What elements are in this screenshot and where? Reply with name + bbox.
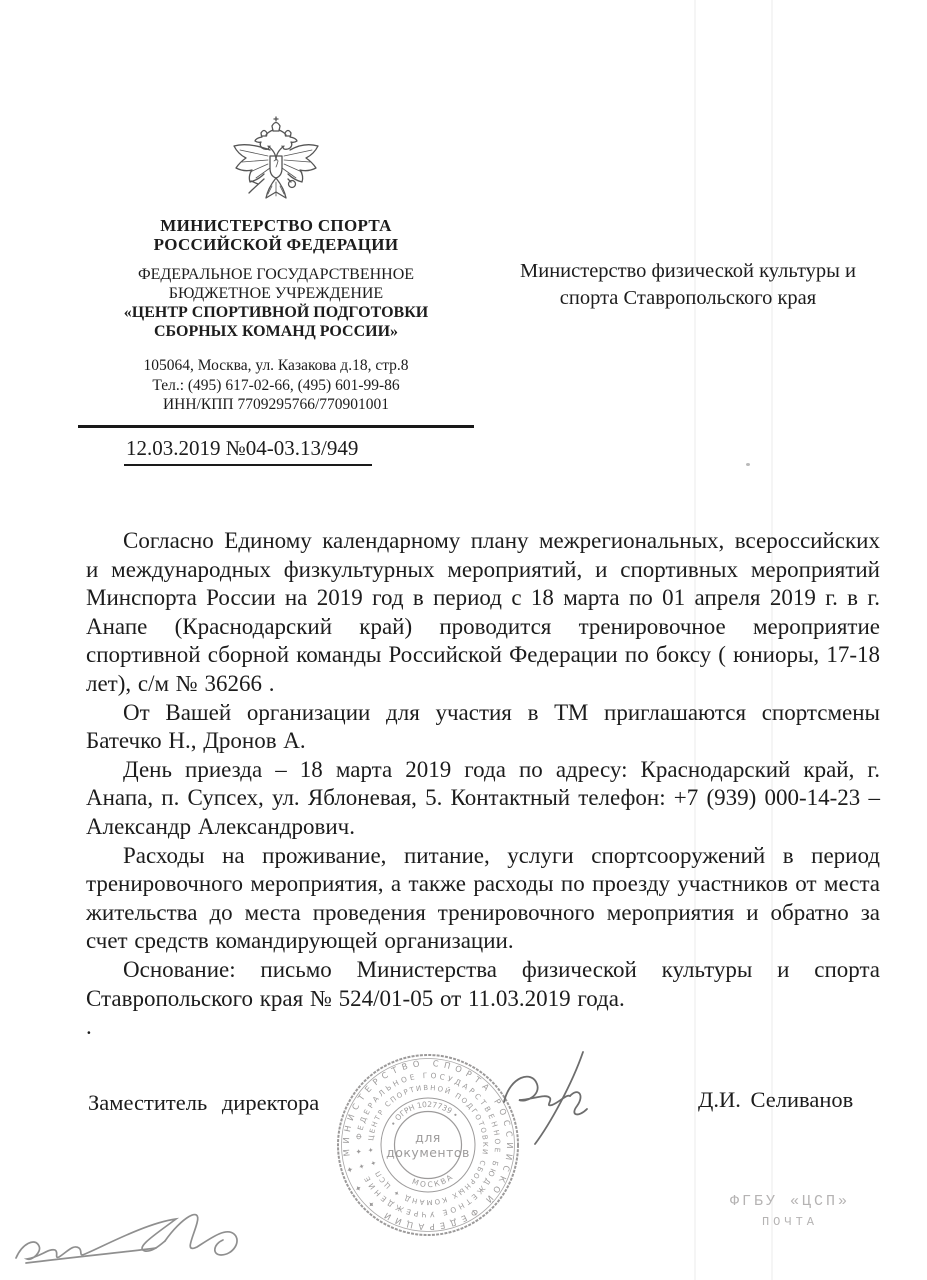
ministry-name-line2: РОССИЙСКОЙ ФЕДЕРАЦИИ (153, 235, 399, 254)
org-name-line4: СБОРНЫХ КОМАНД РОССИИ» (153, 323, 399, 340)
stamp-center-line1: для (415, 1130, 441, 1145)
paragraph-3: День приезда – 18 марта 2019 года по адресу: Краснодарский край, г. Анапа, п. Супсех, ул. Яблоневая, 5. Контактный телефон: +7 (939) 000-14-23 – Александр Александрович. (86, 756, 880, 839)
org-name-line2: БЮДЖЕТНОЕ УЧРЕЖДЕНИЕ (168, 285, 384, 302)
addressee-line1: Министерство физической культуры и (520, 260, 856, 282)
paragraph-6-stray-dot: . (86, 1014, 92, 1040)
stamp-center-line2: документов (386, 1145, 470, 1160)
signer-position: Заместитель директора (88, 1090, 320, 1115)
postal-mark-org: ФГБУ «ЦСП» (729, 1193, 850, 1210)
postal-mark-label: ПОЧТА (761, 1215, 818, 1229)
stamp-ring-outer: МИНИСТЕРСТВО СПОРТА РОССИЙСКОЙ ФЕДЕРАЦИИ ✦ ✦ ✦ (340, 1057, 516, 1233)
paragraph-5: Основание: письмо Министерства физической культуры и спорта Ставропольского края № 524/01-05 от 11.03.2019 года. (86, 956, 880, 1011)
org-address: 105064, Москва, ул. Казакова д.18, стр.8 (143, 357, 409, 374)
addressee-line2: спорта Ставропольского края (559, 287, 817, 309)
ministry-name-line1: МИНИСТЕРСТВО СПОРТА (160, 216, 392, 235)
paragraph-1: Согласно Единому календарному плану межрегиональных, всероссийских и международных физкультурных мероприятий, и спортивных мероприятий Минспорта России на 2019 год в период с 18 марта по 01 апреля 2019 г. в г. Анапе (Краснодарский край) проводится тренировочное мероприятие спортивной сборной команды Российской Федерации по боксу ( юниоры, 17-18 лет), с/м № 36266 . (86, 528, 880, 696)
org-inn-kpp: ИНН/КПП 7709295766/770901001 (162, 396, 390, 413)
paragraph-2: От Вашей организации для участия в ТМ приглашаются спортсмены Батечко Н., Дронов А. (86, 699, 880, 754)
paragraph-4: Расходы на проживание, питание, услуги спортсооружений в период тренировочного мероприятия, а также расходы по проезду участников от места жительства до места проведения тренировочного мероприятия и обратно за счет средств командирующей организации. (86, 842, 880, 954)
scan-speck (746, 463, 750, 466)
letterhead (80, 116, 472, 415)
letterhead-divider-line (78, 425, 474, 428)
addressee-block (492, 258, 884, 312)
postal-mark (703, 1193, 877, 1229)
org-name-line1: ФЕДЕРАЛЬНОЕ ГОСУДАРСТВЕННОЕ (137, 266, 415, 283)
signer-name: Д.И. Селиванов (698, 1087, 854, 1112)
org-phones: Тел.: (495) 617-02-66, (495) 601-99-86 (152, 376, 400, 394)
stamp-ogrn-arc: • ОГРН 1027739 • (388, 1099, 460, 1128)
stamp-city-arc: МОСКВА (410, 1171, 456, 1190)
org-name-line3: «ЦЕНТР СПОРТИВНОЙ ПОДГОТОВКИ (123, 304, 429, 321)
director-signature-handwriting (486, 1044, 636, 1150)
svg-text:МОСКВА (410, 1171, 457, 1192)
letter-date-number: 12.03.2019 №04-03.13/949 (124, 436, 372, 466)
stamp-ring-middle: ✦ ФЕДЕРАЛЬНОЕ ГОСУДАРСТВЕННОЕ БЮДЖЕТНОЕ УЧРЕЖДЕНИЕ ✦ (353, 1070, 503, 1220)
letter-body (86, 527, 880, 1042)
bottom-left-signature-handwriting (4, 1190, 292, 1280)
stamp-ring-inner: ✦ ЦЕНТР СПОРТИВНОЙ ПОДГОТОВКИ СБОРНЫХ КОМАНД ✦ ЦСП ✦ (366, 1083, 490, 1207)
coat-of-arms-icon (228, 116, 324, 214)
